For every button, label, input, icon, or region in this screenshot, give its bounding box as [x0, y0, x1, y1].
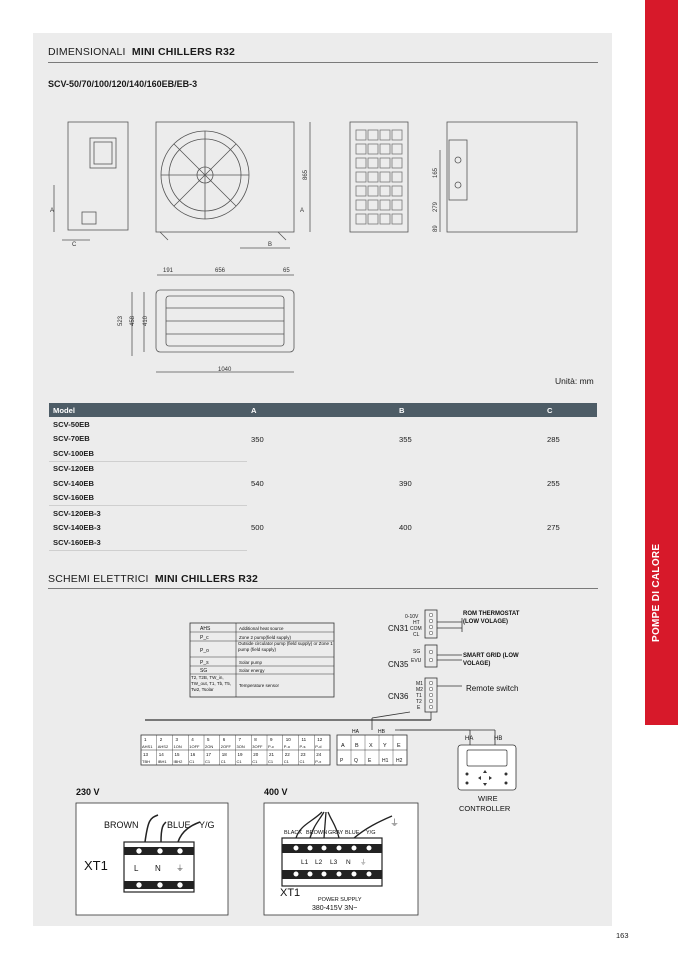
terminal-label: C1: [252, 759, 258, 764]
terminal-ground: ⏚: [360, 859, 367, 866]
terminal-n: N: [346, 859, 351, 866]
section-title-bold: MINI CHILLERS R32: [131, 46, 236, 58]
v400-title: 400 V: [264, 787, 288, 797]
dim-458: 458: [130, 315, 136, 326]
legend-desc-wrap: [238, 641, 333, 657]
xt1-label: XT1: [84, 858, 108, 873]
dim-865: 865: [303, 169, 309, 180]
xt1-label: XT1: [280, 887, 301, 899]
terminal-number: 7: [238, 737, 242, 742]
cn31-pin: 0-10V: [405, 614, 419, 620]
value-b: 355: [399, 434, 412, 444]
thermostat-label-wrap: [463, 610, 523, 638]
wire-controller: [458, 736, 516, 813]
terminal-label: C1: [268, 759, 274, 764]
section-title-bold: MINI CHILLERS R32: [154, 573, 259, 585]
wc-ha-label: HA: [465, 736, 474, 742]
comm-terminal-label: X: [369, 743, 373, 749]
terminal-label: P-s: [299, 744, 306, 749]
legend-code: T2, T2B, TW_in, TW_out, T1, Tb, T5, Tw2, Tsolar: [191, 675, 232, 692]
terminal-label: 2OFF: [220, 744, 231, 749]
terminal-number: 1: [144, 737, 147, 742]
terminal-label: C1: [283, 759, 289, 764]
value-a: 350: [251, 434, 264, 444]
side-tab-label: POMPE DI CALORE: [651, 543, 662, 642]
terminal-label: IBH1: [157, 759, 167, 764]
legend-table: [190, 623, 334, 697]
terminal-l: L: [134, 864, 139, 873]
smart-grid-label: SMART GRID (LOW VOLAGE): [463, 653, 519, 667]
terminal-number: 3: [175, 737, 179, 742]
terminal-label: 3ON: [236, 744, 245, 749]
terminal-label: C1: [299, 759, 305, 764]
dimension-drawings: [0, 0, 678, 380]
terminal-number: 21: [269, 752, 275, 757]
unit-back-view: [350, 122, 408, 232]
legend-code: SG: [200, 668, 208, 674]
voltage-label: 380-415V 3N~: [312, 905, 358, 912]
dim-279: 279: [433, 201, 439, 212]
comm-terminal-label: Y: [383, 743, 387, 749]
cn31-label: CN31: [388, 624, 409, 633]
power-supply-label: POWER SUPPLY: [318, 897, 362, 903]
wc-label-2: CONTROLLER: [459, 804, 511, 813]
terminal-number: 5: [207, 737, 210, 742]
legend-desc: Zone 2 pump(field supply): [239, 635, 292, 640]
table-row: SCV-50EB 350 355 285: [49, 417, 597, 432]
comm-terminal-label: P: [340, 758, 344, 764]
terminal-number: 19: [237, 752, 243, 757]
page-number: 163: [616, 931, 629, 940]
legend-desc: Solar energy: [239, 668, 265, 673]
terminal-label: 2ON: [205, 744, 214, 749]
terminal-number: 18: [221, 752, 227, 757]
cn36-pin: E: [417, 705, 421, 711]
terminal-number: 16: [190, 752, 196, 757]
cn31-pin: COM: [410, 626, 422, 632]
dim-191: 191: [163, 268, 174, 274]
cn36-pin: T2: [416, 699, 422, 705]
terminal-label: C1: [189, 759, 195, 764]
wire-yg-label: Y/G: [366, 830, 376, 836]
terminal-label: C1: [205, 759, 211, 764]
wc-hb-label: HB: [494, 736, 503, 742]
ha-label: HA: [352, 729, 359, 735]
models-heading: SCV-50/70/100/120/140/160EB/EB-3: [48, 79, 198, 89]
terminal-number: 10: [285, 737, 291, 742]
value-b: 400: [399, 523, 412, 533]
ground-icon: ⏚: [390, 818, 400, 828]
terminal-label: AHS2: [157, 744, 169, 749]
comm-terminal-label: A: [341, 743, 345, 749]
header-c: C: [543, 403, 597, 417]
terminal-n: N: [155, 864, 161, 873]
terminal-label: IBH2: [173, 759, 183, 764]
table-row: SCV-100EB: [49, 446, 597, 461]
wire-yg-label: Y/G: [199, 820, 215, 830]
terminal-number: 23: [300, 752, 306, 757]
legend-desc: Outside circulator pump (field supply) or Zone 1 pump (field supply): [238, 641, 333, 652]
wire-gray-label: GRAY: [328, 830, 344, 836]
terminal-number: 11: [301, 737, 307, 742]
terminal-number: 24: [316, 752, 322, 757]
wire-brown-label: BROWN: [306, 830, 328, 836]
cn35-label: CN35: [388, 660, 409, 669]
divider: [48, 588, 598, 589]
terminal-number: 13: [143, 752, 149, 757]
v230-diagram: [76, 803, 228, 915]
comm-terminal-label: E: [397, 743, 401, 749]
dimensions-table: [49, 403, 597, 551]
wiring-diagram: [0, 600, 678, 940]
units-label: Unità: mm: [555, 376, 594, 386]
dim-89: 89: [433, 225, 439, 232]
terminal-label: P-o: [283, 744, 290, 749]
wc-label-1: WIRE: [478, 794, 498, 803]
header-a: A: [247, 403, 395, 417]
comm-terminal-label: H2: [396, 758, 403, 764]
terminal-block: [141, 735, 330, 765]
dim-a-front: A: [300, 208, 305, 214]
value-a: 540: [251, 478, 264, 488]
legend-code: P_s: [200, 660, 209, 666]
legend-code-wrap: [191, 675, 236, 697]
wire-brown-label: BROWN: [104, 820, 139, 830]
terminal-number: 8: [254, 737, 257, 742]
legend-code: AHS: [200, 626, 211, 632]
terminal-number: 15: [174, 752, 180, 757]
section-prefix: SCHEMI ELETTRICI: [48, 573, 149, 585]
dim-165: 165: [433, 167, 439, 178]
table-row: SCV-120EB 540 390 255: [49, 461, 597, 476]
terminal-number: 14: [158, 752, 164, 757]
table-row: SCV-140EB-3: [53, 523, 101, 533]
value-c: 285: [547, 434, 560, 444]
table-row: SCV-140EB: [53, 478, 94, 488]
cn35-pin: SG: [413, 649, 421, 655]
smart-grid-label-wrap: [463, 652, 523, 672]
wire-blue-label: BLUE: [167, 820, 191, 830]
terminal-label: P-d: [315, 744, 322, 749]
terminal-number: 9: [270, 737, 273, 742]
value-b: 390: [399, 478, 412, 488]
legend-desc: Additional heat source: [239, 626, 284, 631]
legend-code: P_o: [200, 648, 209, 654]
hb-label: HB: [378, 729, 385, 735]
dim-523: 523: [118, 315, 124, 326]
section-prefix: DIMENSIONALI: [48, 46, 126, 58]
cn35-pin: EVU: [411, 658, 422, 664]
dim-b: B: [268, 242, 273, 248]
wire-black-label: BLACK: [284, 830, 303, 836]
terminal-number: 22: [284, 752, 290, 757]
terminal-label: C1: [236, 759, 242, 764]
remote-switch-label: Remote switch: [466, 684, 519, 693]
terminal-label: P-x: [315, 759, 322, 764]
terminal-label: AHS1: [142, 744, 153, 749]
dim-410: 410: [143, 315, 149, 326]
terminal-number: 2: [159, 737, 163, 742]
value-c: 255: [547, 478, 560, 488]
terminal-l1: L1: [301, 859, 309, 866]
dim-1040: 1040: [218, 367, 232, 373]
terminal-l3: L3: [330, 859, 338, 866]
ground-icon: ⏚: [176, 864, 184, 873]
table-header-row: [49, 403, 597, 417]
terminal-number: 12: [317, 737, 323, 742]
table-row: SCV-160EB-3: [49, 535, 597, 550]
terminal-label: C1: [220, 759, 226, 764]
thermostat-label: ROM THERMOSTAT (LOW VOLAGE): [463, 611, 520, 625]
comm-terminal-label: H1: [382, 758, 389, 764]
legend-desc: Temperature sensor: [239, 683, 280, 688]
terminal-label: P-c: [268, 744, 274, 749]
comm-terminal-block: [337, 735, 407, 765]
terminal-number: 4: [191, 737, 194, 742]
value-c: 275: [547, 523, 560, 533]
header-model: Model: [49, 403, 247, 417]
value-a: 500: [251, 523, 264, 533]
terminal-number: 17: [206, 752, 212, 757]
terminal-number: 20: [253, 752, 259, 757]
terminal-l2: L2: [315, 859, 323, 866]
legend-code: P_c: [200, 635, 209, 641]
section-wiring-title: [48, 573, 258, 585]
dim-a-side: A: [50, 208, 55, 214]
dim-65: 65: [283, 268, 290, 274]
comm-terminal-label: Q: [354, 758, 358, 764]
unit-front-view: [156, 122, 294, 232]
terminal-label: 1OFF: [189, 744, 200, 749]
table-row: SCV-70EB: [53, 434, 90, 444]
wire-blue-label: BLUE: [345, 830, 360, 836]
v230-title: 230 V: [76, 787, 100, 797]
terminal-label: 1ON: [173, 744, 182, 749]
table-row: SCV-160EB: [49, 491, 597, 506]
cn36-label: CN36: [388, 692, 409, 701]
header-b: B: [395, 403, 543, 417]
comm-terminal-label: B: [355, 743, 359, 749]
terminal-label: 3OFF: [252, 744, 263, 749]
cn36-pin: T1: [416, 693, 422, 699]
dim-c: C: [72, 242, 77, 248]
cn36-pin: M2: [416, 687, 423, 693]
unit-right-view: [447, 122, 577, 232]
cn31-pin: CL: [413, 632, 420, 638]
terminal-label: TBH: [142, 759, 150, 764]
dim-656: 656: [215, 268, 226, 274]
v400-diagram: [264, 803, 418, 915]
cn31-pin: HT: [413, 620, 420, 626]
comm-terminal-label: E: [368, 758, 372, 764]
table-row: SCV-120EB-3 500 400 275: [49, 506, 597, 521]
cn36-pin: M1: [416, 681, 423, 687]
terminal-number: 6: [222, 737, 226, 742]
legend-desc: Solar pump: [239, 660, 263, 665]
